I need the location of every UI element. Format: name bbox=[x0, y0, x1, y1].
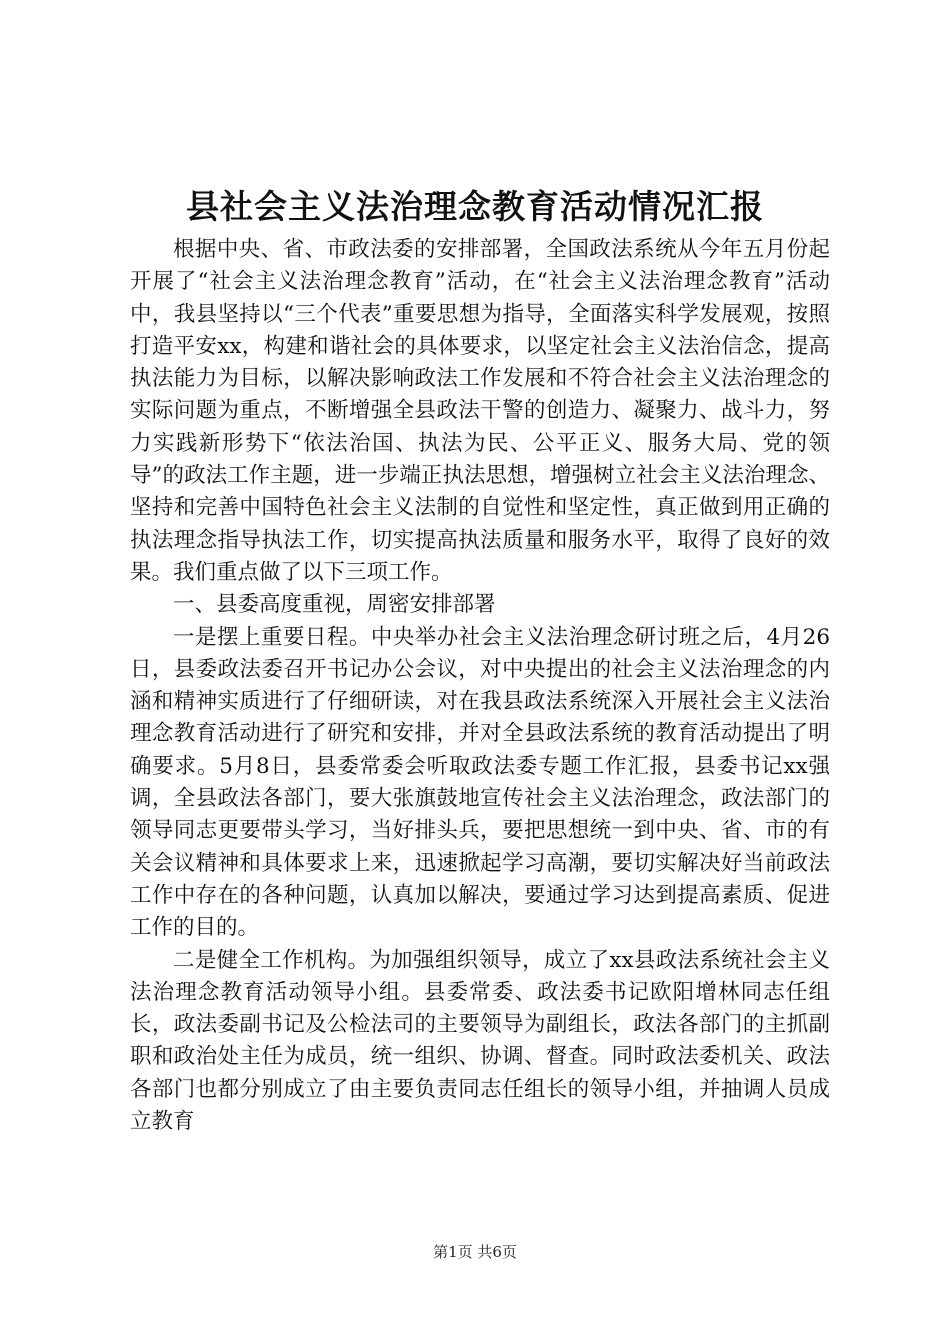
intro-paragraph: 根据中央、省、市政法委的安排部署，全国政法系统从今年五月份起开展了“社会主义法治理念教育”活动，在“社会主义法治理念教育”活动中，我县坚持以“三个代表”重要思想为指导，全面落实科学发展观，按照打造平安xx，构建和谐社会的具体要求，以坚定社会主义法治信念，提高执法能力为目标，以解决影响政法工作发展和不符合社会主义法治理念的实际问题为重点，不断增强全县政法干警的创造力、凝聚力、战斗力，努力实践新形势下“依法治国、执法为民、公平正义、服务大局、党的领导”的政法工作主题，进一步端正执法思想，增强树立社会主义法治理念、坚持和完善中国特色社会主义法制的自觉性和坚定性，真正做到用正确的执法理念指导执法工作，切实提高执法质量和服务水平，取得了良好的效果。我们重点做了以下三项工作。 bbox=[130, 237, 830, 585]
document-body bbox=[130, 234, 830, 1138]
page-footer: 第1页 共6页 bbox=[433, 1243, 517, 1261]
body-paragraph-1: 一是摆上重要日程。中央举办社会主义法治理念研讨班之后，4月26日，县委政法委召开书记办公会议，对中央提出的社会主义法治理念的内涵和精神实质进行了仔细研读，对在我县政法系统深入开展社会主义法治理念教育活动进行了研究和安排，并对全县政法系统的教育活动提出了明确要求。5月8日，县委常委会听取政法委专题工作汇报，县委书记xx强调，全县政法各部门，要大张旗鼓地宣传社会主义法治理念，政法部门的领导同志更要带头学习，当好排头兵，要把思想统一到中央、省、市的有关会议精神和具体要求上来，迅速掀起学习高潮，要切实解决好当前政法工作中存在的各种问题，认真加以解决，要通过学习达到提高素质、促进工作的目的。 bbox=[130, 624, 830, 941]
document-title: 县社会主义法治理念教育活动情况汇报 bbox=[186, 187, 764, 226]
section-heading-1: 一、县委高度重视，周密安排部署 bbox=[173, 592, 496, 618]
body-paragraph-2: 二是健全工作机构。为加强组织领导，成立了xx县政法系统社会主义法治理念教育活动领导小组。县委常委、政法委书记欧阳增林同志任组长，政法委副书记及公检法司的主要领导为副组长，政法各部门的主抓副职和政治处主任为成员，统一组织、协调、督查。同时政法委机关、政法各部门也都分别成立了由主要负责同志任组长的领导小组，并抽调人员成立教育 bbox=[130, 947, 830, 1135]
